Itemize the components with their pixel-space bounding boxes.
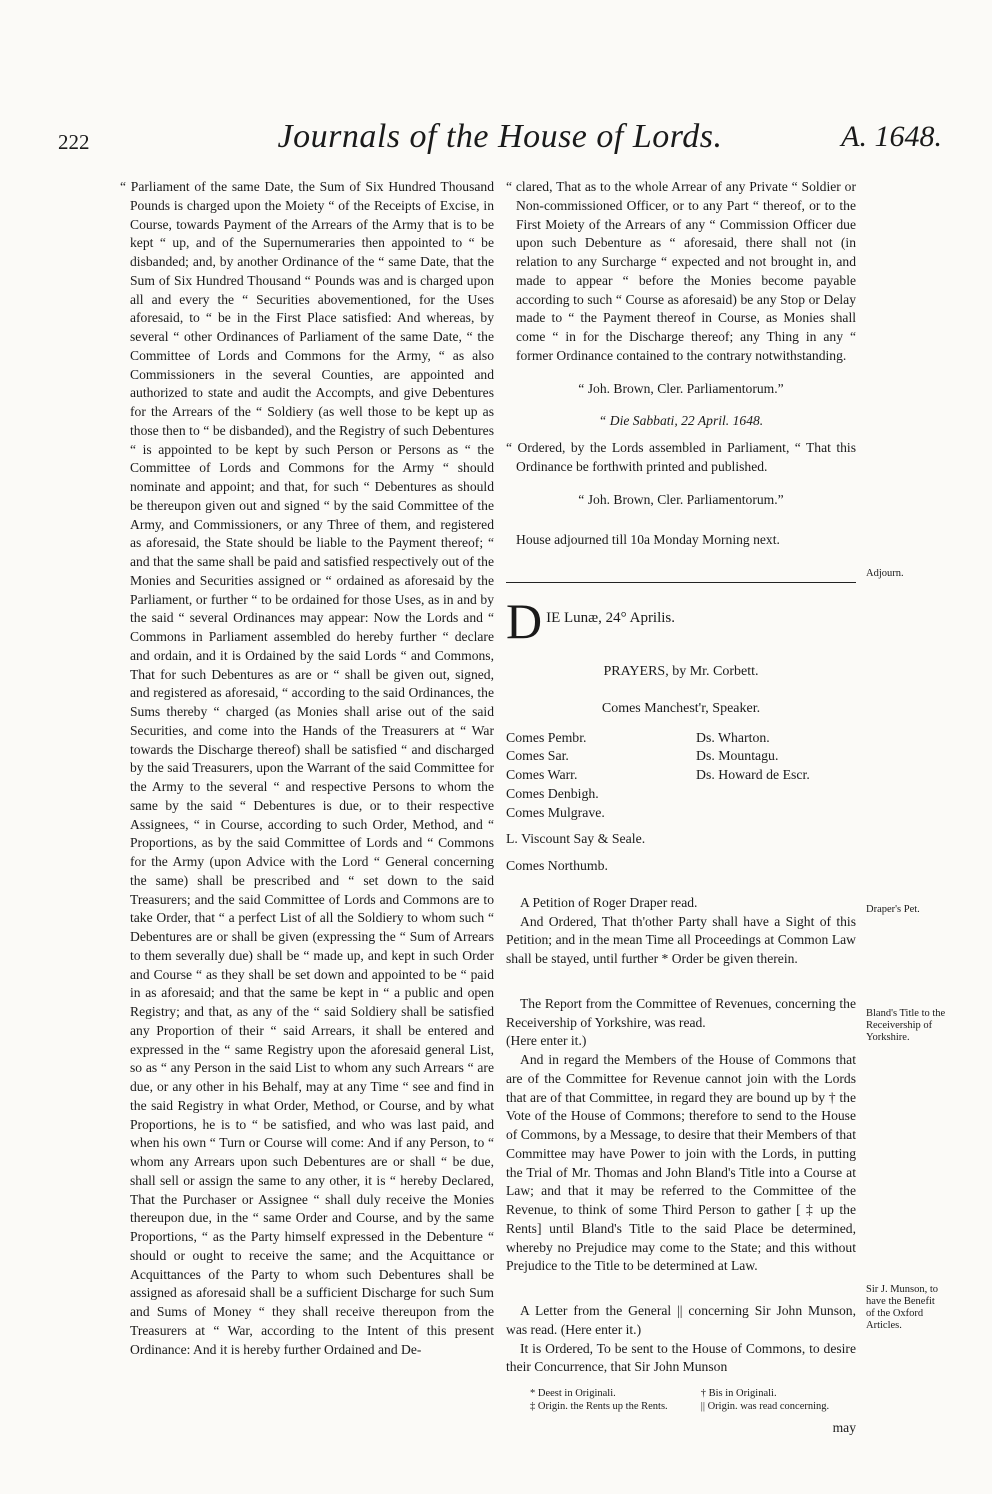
revenue-report: The Report from the Committee of Revenues, concerning the Receivership of Yorkshire, was read. bbox=[506, 995, 856, 1030]
print-order: “ Ordered, by the Lords assembled in Parliament, “ That this Ordinance be forthwith printed and published. bbox=[506, 440, 856, 474]
page-year: A. 1648. bbox=[841, 120, 942, 153]
margin-note-adjourn: Adjourn. bbox=[866, 568, 904, 579]
running-title: Journals of the House of Lords. bbox=[277, 118, 723, 155]
munson-order: It is Ordered, To be sent to the House of Commons, to desire their Concurrence, that Sir John Munson bbox=[506, 1340, 856, 1375]
viscount-line: L. Viscount Say & Seale. bbox=[506, 831, 646, 847]
enter-it-note: (Here enter it.) bbox=[506, 1033, 587, 1049]
margin-note-munson: Sir J. Munson, to have the Benefit of the Oxford Articles. bbox=[866, 1284, 939, 1331]
general-letter: A Letter from the General || concerning Sir John Munson, was read. (Here enter it.) bbox=[506, 1303, 856, 1337]
left-column bbox=[120, 178, 494, 1359]
speaker-line: Comes Manchest'r, Speaker. bbox=[601, 700, 761, 716]
footnote: ‡ Origin. the Rents up the Rents. bbox=[530, 1401, 668, 1412]
lord-name: Comes Mulgrave. bbox=[506, 804, 605, 820]
day-heading bbox=[506, 593, 856, 649]
margin-note-draper: Draper's Pet. bbox=[866, 904, 920, 915]
draper-petition: A Petition of Roger Draper read. bbox=[520, 894, 698, 910]
lords-list-earls bbox=[506, 729, 696, 823]
adjournment-line: House adjourned till 10a Monday Morning next. bbox=[516, 532, 780, 548]
page-header bbox=[58, 108, 942, 155]
lord-name: Ds. Howard de Escr. bbox=[696, 767, 810, 782]
lords-present bbox=[506, 729, 856, 823]
right-column bbox=[506, 178, 856, 1438]
lord-name: Comes Pembr. bbox=[506, 729, 587, 745]
footnote: * Deest in Originali. bbox=[530, 1388, 616, 1399]
prayers-line: PRAYERS, by Mr. Corbett. bbox=[603, 664, 759, 679]
margin-note-bland: Bland's Title to the Receivership of Yorkshire. bbox=[866, 1008, 946, 1043]
lord-name: Comes Warr. bbox=[506, 767, 578, 782]
lord-name: Comes Sar. bbox=[506, 748, 569, 764]
footnote: † Bis in Originali. bbox=[700, 1388, 777, 1399]
ordinance-text: “ Parliament of the same Date, the Sum of Six Hundred Thousand Pounds is charged upon the Moiety “ of the Receipts of Excise, in Course, towards Payment of the Arrears of the Army that is to be kept “ up, and of the Supernumeraries then appointed to “ be disbanded; and, by another Ordinance of the “ same Date, that the Sum of Six Hundred Thousand “ Pounds was and is charged upon all and every the “ Securities abovementioned, for the Uses aforesaid, to “ be in the First Place satisfied: And whereas, by several “ other Ordinances of Parliament of the same Date, “ the Committee of Lords and Commons for the Army, “ as also Commissioners in the several Counties, are appointed and authorized to state and audit the Accompts, and give Debentures for the Arrears of the “ Soldiery (as well those to be kept up as those then to “ be disbanded), and the Registry of such Debentures “ is appointed to be kept by such Person or Persons as “ the Committee of Lords and Commons for the Army “ should nominate and appoint; and that, for such “ Debentures as should be thereupon given out and signed “ by the said Committee of the Army, and Commissioners, or any Three of them, and registered as aforesaid, the State should be liable to the Payment thereof; “ and that the same shall be paid and satisfied respectively out of the Monies and Securities assigned or “ ordained as aforesaid by the Parliament, or further “ to be ordained for those Uses, as in and by the said “ several Ordinances may appear: Now the Lords and “ Commons in Parliament assembled do hereby further “ declare and ordain, and it is Ordained by the said Lords “ and Commons, That for such Debentures as are or “ shall be given out, signed, and registered as aforesaid, “ according to the said Ordinances, the Sums thereby “ charged (as Monies shall arise out of the said Securities, and come into the Hands of the Treasurers at “ War towards the Discharge thereof) shall be satisfied “ and discharged by the said Treasurers, upon the Warrant of the said Committee for the Army to the several “ and respective Persons to whom the same by the said “ Debentures is due, or to their respective Assignees, “ in Course, according to such Order, Method, and “ Proportions, as by the said Committee of Lords and “ Commons for the Army (upon Advice with the Lord “ General concerning the same) shall be prescribed and “ set down to the said Treasurers; and the said Committee of Lords and Commons are to take Order, that “ a perfect List of all the Soldiery to whom such “ Debentures are or shall be given (expressing the “ Sum of Arrears to them severally due) shall be “ made up, and kept in such Order and Course “ as they shall be set down and appointed to be “ paid in as aforesaid; and that the same be kept in “ a public and open Registry; and that, as any of the “ said Soldiery shall be satisfied any Proportion of their “ said Arrears, it shall be entered and expressed in the “ same Registry upon the aforesaid general List, so as “ any Person in the said List to whom any such Arrears “ are due, or any other in his Behalf, may at any Time “ see and find in the said Registry in what Order, Method, or Course, and by what Proportions, he is to “ be satisfied, and who was last paid, and when his own “ Turn or Course will come: And if any Person, to “ whom any Arrears upon such Debentures are or shall “ be due, shall sell or assign the same to any other, it is “ hereby Declared, That the Purchaser or Assignee “ shall duly receive the Monies thereupon due, in the “ same Order and Course, and by the same Proportions, “ as the Party himself expressed in the Debenture “ should or ought to receive the same; and the Acquittance or Acquittances of the Party to whom such Debentures shall be assigned as aforesaid shall be a sufficient Discharge for such Sum and Sums of Money “ they shall receive thereupon from the Treasurers at “ War, according to the Intent of this present Ordinance: And it is hereby further Ordained and De- bbox=[120, 179, 494, 1357]
draper-order: And Ordered, That th'other Party shall have a Sight of this Petition; and in the mean Time all Proceedings at Common Law shall be stayed, until further * Order be given therein. bbox=[506, 913, 856, 966]
lord-name: Comes Denbigh. bbox=[506, 785, 599, 801]
ordinance-continuation: “ clared, That as to the whole Arrear of any Private “ Soldier or Non-commissioned Officer, or to any Part “ thereof, or to the First Moiety of the Arrears of any “ Commission Officer due upon such Debenture as “ aforesaid, there shall not (in relation to any Surcharge “ expected and not brought in, and made to appear “ before the Monies become payable according to such “ Course as aforesaid) be any Stop or Delay made to “ the Payment thereof in Course, as Monies shall come “ in for the Discharge thereof; any Thing in any “ former Ordinance contained to the contrary notwithstanding. bbox=[506, 179, 856, 363]
lords-list-barons bbox=[696, 729, 856, 823]
page-number: 222 bbox=[58, 130, 90, 154]
ordinance-date: “ Die Sabbati, 22 April. 1648. bbox=[598, 413, 764, 429]
footnotes bbox=[506, 1387, 856, 1413]
drop-cap: D bbox=[506, 593, 543, 649]
clerk-signature: “ Joh. Brown, Cler. Parliamentorum.” bbox=[578, 380, 784, 396]
section-divider bbox=[506, 582, 856, 583]
lord-name: Ds. Mountagu. bbox=[696, 748, 779, 764]
northumb-line: Comes Northumb. bbox=[506, 858, 608, 873]
commons-message: And in regard the Members of the House of Commons that are of the Committee for Revenue cannot join with the Lords that are of that Committee, in regard they are bound up by † the Vote of the House of Commons; therefore to send to the House of Commons, by a Message, to desire that their Members of that Committee may have Power to join with the Lords, in putting the Trial of Mr. Thomas and John Bland's Title into a Course at Law; and that it may be referred to the Committee of the Revenue, to think of some Third Person to gather [ ‡ up the Rents] until Bland's Title to the said Place be determined, whereby no Prejudice may come to the State; and this without Prejudice to the Title to be determined at Law. bbox=[506, 1052, 856, 1274]
lord-name: Ds. Wharton. bbox=[696, 729, 770, 745]
clerk-signature: “ Joh. Brown, Cler. Parliamentorum.” bbox=[578, 491, 784, 507]
day-date: IE Lunæ, 24° Aprilis. bbox=[546, 610, 676, 626]
catchword: may bbox=[832, 1420, 856, 1435]
footnote: || Origin. was read concerning. bbox=[700, 1401, 830, 1412]
